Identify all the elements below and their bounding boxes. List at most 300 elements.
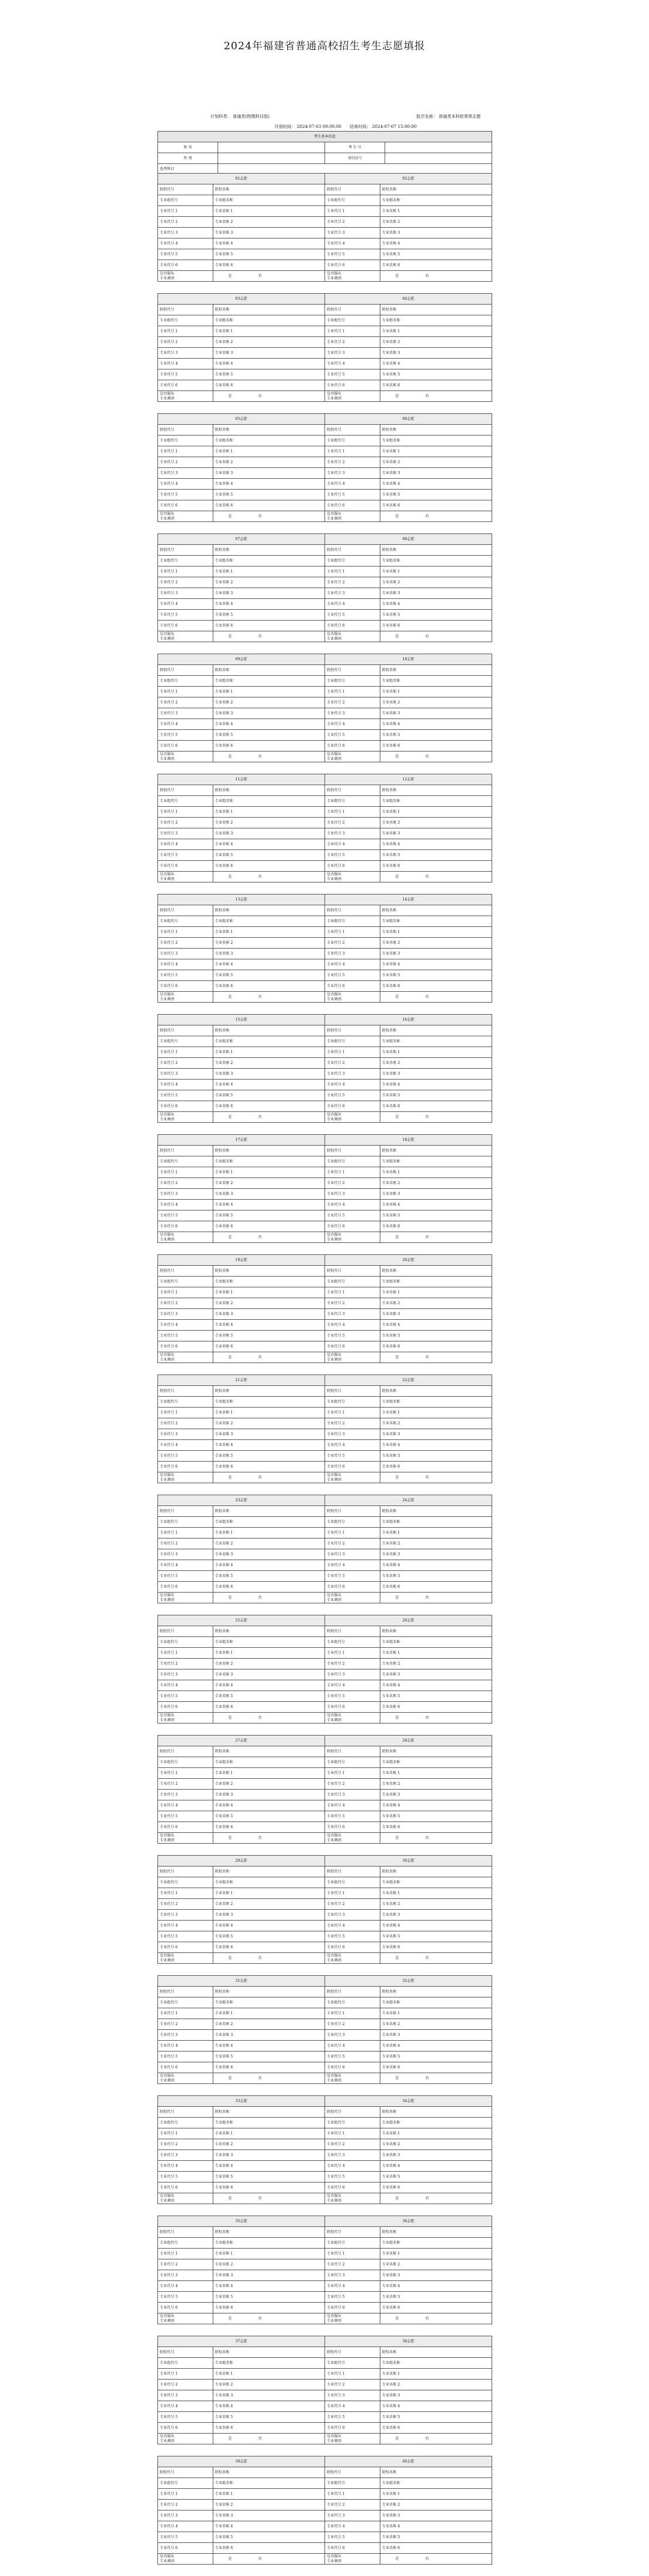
row-name-label[interactable] [380,2347,492,2358]
row-name-label[interactable]: 专业名称 6 [380,741,492,752]
adjust-no[interactable]: 否 [245,271,275,281]
row-name-label[interactable] [213,436,324,446]
row-name-label[interactable] [213,315,324,326]
row-name-label[interactable]: 专业名称 3 [213,828,324,839]
row-name-label[interactable]: 专业名称 3 [380,2150,492,2161]
adjust-yes[interactable]: 是 [215,1472,245,1483]
adjust-no[interactable]: 否 [412,631,442,642]
row-name-label[interactable]: 专业名称 3 [213,228,324,238]
row-name-label[interactable]: 专业名称 6 [380,1462,492,1472]
row-name-label[interactable]: 专业名称 6 [380,380,492,391]
row-name-label[interactable]: 专业名称 1 [380,2369,492,2380]
row-name-label[interactable] [380,195,492,206]
row-name-label[interactable] [380,796,492,807]
adjust-no[interactable]: 否 [412,2434,442,2444]
row-name-label[interactable]: 专业名称 5 [213,1931,324,1942]
adjust-yes[interactable]: 是 [215,2434,245,2444]
row-name-label[interactable]: 专业名称 5 [380,1811,492,1822]
row-name-label[interactable]: 专业名称 3 [213,588,324,599]
row-name-label[interactable]: 专业名称 3 [380,1429,492,1440]
row-name-label[interactable] [380,1877,492,1888]
adjust-yes[interactable]: 是 [382,2313,412,2324]
row-name-label[interactable] [380,1397,492,1408]
row-name-label[interactable]: 专业名称 1 [213,2008,324,2019]
row-name-label[interactable]: 专业名称 6 [213,981,324,992]
adjust-yes[interactable]: 是 [215,1713,245,1723]
row-name-label[interactable] [380,1997,492,2008]
row-name-label[interactable]: 专业名称 2 [213,217,324,228]
row-name-label[interactable]: 专业名称 1 [380,446,492,457]
row-name-label[interactable] [213,425,324,436]
row-name-label[interactable]: 专业名称 1 [380,1287,492,1298]
row-name-label[interactable]: 专业名称 6 [213,741,324,752]
row-name-label[interactable]: 专业名称 2 [380,337,492,348]
row-name-label[interactable]: 专业名称 5 [380,1211,492,1221]
row-name-label[interactable] [380,1386,492,1397]
row-name-label[interactable]: 专业名称 3 [213,2390,324,2401]
row-name-label[interactable]: 专业名称 6 [380,2183,492,2193]
adjust-no[interactable]: 否 [245,2193,275,2204]
adjust-no[interactable]: 否 [245,2434,275,2444]
row-name-label[interactable]: 专业名称 3 [380,2270,492,2281]
row-name-label[interactable] [213,2347,324,2358]
row-name-label[interactable]: 专业名称 6 [213,1942,324,1953]
row-name-label[interactable] [213,545,324,556]
adjust-no[interactable]: 否 [412,1352,442,1362]
adjust-no[interactable]: 否 [412,1713,442,1723]
row-name-label[interactable] [380,665,492,676]
adjust-yes[interactable]: 是 [215,1593,245,1603]
adjust-yes[interactable]: 是 [382,391,412,401]
row-name-label[interactable]: 专业名称 3 [213,1910,324,1921]
row-name-label[interactable]: 专业名称 5 [380,1451,492,1462]
row-name-label[interactable]: 专业名称 6 [213,260,324,271]
row-name-label[interactable]: 专业名称 6 [213,1702,324,1713]
row-name-label[interactable] [213,1867,324,1877]
exam-no-value[interactable] [385,142,492,153]
row-name-label[interactable]: 专业名称 4 [380,359,492,369]
adjust-no[interactable]: 否 [245,631,275,642]
row-name-label[interactable]: 专业名称 6 [213,2183,324,2193]
row-name-label[interactable]: 专业名称 6 [380,2423,492,2434]
row-name-label[interactable]: 专业名称 3 [213,1309,324,1320]
row-name-label[interactable] [380,1506,492,1517]
row-name-label[interactable]: 专业名称 4 [213,2161,324,2172]
row-name-label[interactable]: 专业名称 3 [213,1790,324,1800]
row-name-label[interactable] [380,436,492,446]
row-name-label[interactable]: 专业名称 5 [213,970,324,981]
row-name-label[interactable] [380,425,492,436]
row-name-label[interactable]: 专业名称 1 [213,1287,324,1298]
row-name-label[interactable]: 专业名称 5 [213,1090,324,1101]
row-name-label[interactable]: 专业名称 3 [380,1910,492,1921]
adjust-no[interactable]: 否 [412,1472,442,1483]
row-name-label[interactable]: 专业名称 3 [213,708,324,719]
row-name-label[interactable]: 专业名称 1 [213,1167,324,1178]
row-name-label[interactable]: 专业名称 4 [380,1560,492,1571]
row-name-label[interactable]: 专业名称 2 [213,2500,324,2511]
adjust-no[interactable]: 否 [412,1112,442,1122]
row-name-label[interactable]: 专业名称 4 [213,1560,324,1571]
row-name-label[interactable]: 专业名称 5 [213,1211,324,1221]
row-name-label[interactable]: 专业名称 5 [380,1691,492,1702]
row-name-label[interactable] [380,315,492,326]
row-name-label[interactable]: 专业名称 6 [213,1582,324,1593]
row-name-label[interactable]: 专业名称 4 [213,959,324,970]
row-name-label[interactable] [213,184,324,195]
row-name-label[interactable] [380,2238,492,2249]
row-name-label[interactable] [213,2107,324,2118]
row-name-label[interactable]: 专业名称 3 [213,949,324,959]
row-name-label[interactable]: 专业名称 4 [380,238,492,249]
row-name-label[interactable]: 专业名称 6 [213,2543,324,2554]
row-name-label[interactable] [380,1277,492,1287]
row-name-label[interactable] [213,2467,324,2478]
row-name-label[interactable]: 专业名称 1 [380,1167,492,1178]
row-name-label[interactable]: 专业名称 1 [213,1768,324,1779]
row-name-label[interactable]: 专业名称 3 [380,949,492,959]
row-name-label[interactable]: 专业名称 3 [213,2270,324,2281]
row-name-label[interactable] [380,2227,492,2238]
row-name-label[interactable]: 专业名称 2 [380,818,492,828]
adjust-yes[interactable]: 是 [215,511,245,521]
row-name-label[interactable]: 专业名称 2 [213,2019,324,2030]
row-name-label[interactable]: 专业名称 4 [380,2401,492,2412]
adjust-no[interactable]: 否 [412,2073,442,2083]
row-name-label[interactable]: 专业名称 4 [380,719,492,730]
row-name-label[interactable]: 专业名称 5 [380,2052,492,2062]
row-name-label[interactable]: 专业名称 1 [380,1528,492,1539]
row-name-label[interactable] [213,1266,324,1277]
row-name-label[interactable] [380,1987,492,1997]
row-name-label[interactable]: 专业名称 5 [380,249,492,260]
row-name-label[interactable]: 专业名称 4 [213,2521,324,2532]
row-name-label[interactable]: 专业名称 2 [380,1418,492,1429]
row-name-label[interactable]: 专业名称 5 [380,2412,492,2423]
row-name-label[interactable]: 专业名称 1 [213,1408,324,1418]
adjust-yes[interactable]: 是 [382,1953,412,1963]
row-name-label[interactable] [380,556,492,567]
row-name-label[interactable]: 专业名称 4 [380,599,492,610]
row-name-label[interactable]: 专业名称 1 [380,326,492,337]
adjust-no[interactable]: 否 [412,872,442,882]
row-name-label[interactable] [380,1146,492,1156]
row-name-label[interactable]: 专业名称 3 [213,1669,324,1680]
row-name-label[interactable]: 专业名称 5 [380,730,492,741]
adjust-yes[interactable]: 是 [382,1472,412,1483]
id-value[interactable] [385,153,492,164]
row-name-label[interactable]: 专业名称 4 [213,599,324,610]
adjust-yes[interactable]: 是 [382,1833,412,1843]
row-name-label[interactable]: 专业名称 1 [213,2249,324,2259]
adjust-yes[interactable]: 是 [382,631,412,642]
row-name-label[interactable] [380,1025,492,1036]
row-name-label[interactable]: 专业名称 1 [213,1888,324,1899]
row-name-label[interactable]: 专业名称 4 [213,1200,324,1211]
row-name-label[interactable] [213,195,324,206]
row-name-label[interactable]: 专业名称 5 [213,369,324,380]
row-name-label[interactable]: 专业名称 1 [380,807,492,818]
row-name-label[interactable]: 专业名称 4 [380,1800,492,1811]
row-name-label[interactable]: 专业名称 1 [213,807,324,818]
adjust-yes[interactable]: 是 [382,752,412,762]
row-name-label[interactable]: 专业名称 3 [380,2511,492,2521]
row-name-label[interactable]: 专业名称 5 [213,1451,324,1462]
row-name-label[interactable] [380,1266,492,1277]
row-name-label[interactable]: 专业名称 1 [380,1648,492,1659]
row-name-label[interactable]: 专业名称 1 [380,1768,492,1779]
adjust-yes[interactable]: 是 [215,872,245,882]
row-name-label[interactable]: 专业名称 1 [380,687,492,697]
row-name-label[interactable] [380,2467,492,2478]
row-name-label[interactable]: 专业名称 1 [213,1528,324,1539]
gender-value[interactable] [218,153,325,164]
row-name-label[interactable]: 专业名称 3 [380,1069,492,1080]
row-name-label[interactable] [213,2358,324,2369]
row-name-label[interactable]: 专业名称 2 [213,2139,324,2150]
row-name-label[interactable] [213,796,324,807]
row-name-label[interactable] [380,1746,492,1757]
row-name-label[interactable]: 专业名称 2 [380,2139,492,2150]
row-name-label[interactable]: 专业名称 5 [380,850,492,861]
row-name-label[interactable]: 专业名称 2 [213,1659,324,1669]
row-name-label[interactable] [380,916,492,927]
row-name-label[interactable]: 专业名称 6 [380,260,492,271]
row-name-label[interactable] [213,905,324,916]
row-name-label[interactable]: 专业名称 5 [213,610,324,621]
row-name-label[interactable] [213,556,324,567]
row-name-label[interactable]: 专业名称 5 [213,2412,324,2423]
row-name-label[interactable]: 专业名称 5 [213,2532,324,2543]
row-name-label[interactable]: 专业名称 2 [213,1298,324,1309]
row-name-label[interactable] [213,1746,324,1757]
row-name-label[interactable]: 专业名称 4 [213,2041,324,2052]
row-name-label[interactable]: 专业名称 6 [380,1101,492,1112]
row-name-label[interactable]: 专业名称 5 [213,2172,324,2183]
row-name-label[interactable]: 专业名称 6 [213,1341,324,1352]
row-name-label[interactable]: 专业名称 5 [213,2292,324,2303]
row-name-label[interactable]: 专业名称 6 [380,1822,492,1833]
adjust-no[interactable]: 否 [245,2313,275,2324]
row-name-label[interactable] [213,676,324,687]
row-name-label[interactable]: 专业名称 5 [380,1090,492,1101]
row-name-label[interactable]: 专业名称 4 [380,1680,492,1691]
row-name-label[interactable] [213,1626,324,1637]
row-name-label[interactable]: 专业名称 4 [380,479,492,490]
adjust-no[interactable]: 否 [412,1953,442,1963]
row-name-label[interactable]: 专业名称 5 [213,850,324,861]
adjust-yes[interactable]: 是 [215,2193,245,2204]
row-name-label[interactable]: 专业名称 2 [213,457,324,468]
row-name-label[interactable]: 专业名称 3 [380,1189,492,1200]
adjust-no[interactable]: 否 [412,391,442,401]
row-name-label[interactable]: 专业名称 2 [213,818,324,828]
row-name-label[interactable]: 专业名称 2 [380,1779,492,1790]
row-name-label[interactable]: 专业名称 2 [380,2380,492,2390]
row-name-label[interactable]: 专业名称 3 [213,348,324,359]
row-name-label[interactable] [380,1156,492,1167]
row-name-label[interactable]: 专业名称 1 [380,1047,492,1058]
row-name-label[interactable]: 专业名称 1 [380,2128,492,2139]
row-name-label[interactable]: 专业名称 1 [380,567,492,577]
row-name-label[interactable]: 专业名称 6 [380,981,492,992]
row-name-label[interactable]: 专业名称 1 [380,2008,492,2019]
row-name-label[interactable]: 专业名称 1 [213,927,324,938]
row-name-label[interactable]: 专业名称 4 [213,1320,324,1331]
row-name-label[interactable]: 专业名称 5 [380,2532,492,2543]
row-name-label[interactable]: 专业名称 2 [213,1178,324,1189]
adjust-yes[interactable]: 是 [215,2313,245,2324]
row-name-label[interactable]: 专业名称 2 [213,1418,324,1429]
row-name-label[interactable] [380,545,492,556]
row-name-label[interactable]: 专业名称 2 [213,2259,324,2270]
row-name-label[interactable]: 专业名称 5 [213,249,324,260]
adjust-no[interactable]: 否 [412,271,442,281]
row-name-label[interactable]: 专业名称 3 [213,1069,324,1080]
row-name-label[interactable]: 专业名称 4 [213,359,324,369]
row-name-label[interactable]: 专业名称 2 [213,577,324,588]
adjust-yes[interactable]: 是 [382,2073,412,2083]
row-name-label[interactable]: 专业名称 1 [380,2489,492,2500]
row-name-label[interactable]: 专业名称 3 [380,588,492,599]
row-name-label[interactable] [213,1506,324,1517]
row-name-label[interactable] [213,1757,324,1768]
row-name-label[interactable] [213,665,324,676]
adjust-yes[interactable]: 是 [382,1112,412,1122]
adjust-yes[interactable]: 是 [215,1112,245,1122]
row-name-label[interactable]: 专业名称 6 [213,2303,324,2313]
row-name-label[interactable]: 专业名称 4 [213,839,324,850]
adjust-yes[interactable]: 是 [382,1232,412,1242]
row-name-label[interactable]: 专业名称 4 [380,839,492,850]
row-name-label[interactable]: 专业名称 6 [213,2062,324,2073]
row-name-label[interactable]: 专业名称 6 [213,861,324,872]
adjust-yes[interactable]: 是 [382,511,412,521]
row-name-label[interactable]: 专业名称 3 [380,1790,492,1800]
adjust-no[interactable]: 否 [412,1593,442,1603]
adjust-yes[interactable]: 是 [215,391,245,401]
row-name-label[interactable]: 专业名称 5 [213,2052,324,2062]
row-name-label[interactable]: 专业名称 1 [213,687,324,697]
adjust-yes[interactable]: 是 [215,1953,245,1963]
row-name-label[interactable]: 专业名称 1 [380,1888,492,1899]
row-name-label[interactable]: 专业名称 4 [213,1440,324,1451]
row-name-label[interactable]: 专业名称 1 [213,326,324,337]
row-name-label[interactable]: 专业名称 6 [380,500,492,511]
row-name-label[interactable]: 专业名称 5 [380,970,492,981]
row-name-label[interactable]: 专业名称 2 [213,1539,324,1549]
row-name-label[interactable]: 专业名称 2 [380,1178,492,1189]
row-name-label[interactable]: 专业名称 2 [213,697,324,708]
row-name-label[interactable] [380,1867,492,1877]
adjust-yes[interactable]: 是 [382,1593,412,1603]
row-name-label[interactable]: 专业名称 5 [213,1331,324,1341]
row-name-label[interactable] [213,785,324,796]
row-name-label[interactable]: 专业名称 6 [213,500,324,511]
row-name-label[interactable]: 专业名称 4 [213,2281,324,2292]
row-name-label[interactable]: 专业名称 1 [213,206,324,217]
adjust-no[interactable]: 否 [412,1833,442,1843]
row-name-label[interactable]: 专业名称 4 [380,1440,492,1451]
row-name-label[interactable]: 专业名称 4 [380,2521,492,2532]
adjust-yes[interactable]: 是 [382,2193,412,2204]
row-name-label[interactable]: 专业名称 5 [380,490,492,500]
adjust-yes[interactable]: 是 [215,1232,245,1242]
row-name-label[interactable]: 专业名称 6 [380,2543,492,2554]
row-name-label[interactable]: 专业名称 6 [380,1942,492,1953]
row-name-label[interactable]: 专业名称 3 [380,1549,492,1560]
row-name-label[interactable]: 专业名称 1 [213,1047,324,1058]
row-name-label[interactable]: 专业名称 6 [213,2423,324,2434]
adjust-no[interactable]: 否 [412,511,442,521]
row-name-label[interactable]: 专业名称 5 [213,1691,324,1702]
row-name-label[interactable]: 专业名称 6 [380,2303,492,2313]
row-name-label[interactable] [213,1517,324,1528]
row-name-label[interactable]: 专业名称 1 [213,2369,324,2380]
row-name-label[interactable] [213,305,324,315]
row-name-label[interactable]: 专业名称 6 [213,380,324,391]
adjust-no[interactable]: 否 [245,1112,275,1122]
adjust-no[interactable]: 否 [245,1352,275,1362]
row-name-label[interactable]: 专业名称 3 [380,708,492,719]
adjust-yes[interactable]: 是 [215,752,245,762]
adjust-no[interactable]: 否 [245,1833,275,1843]
row-name-label[interactable] [380,785,492,796]
row-name-label[interactable]: 专业名称 6 [213,1462,324,1472]
adjust-yes[interactable]: 是 [382,872,412,882]
row-name-label[interactable]: 专业名称 1 [380,206,492,217]
row-name-label[interactable] [213,1997,324,2008]
adjust-no[interactable]: 否 [412,2554,442,2564]
adjust-yes[interactable]: 是 [215,992,245,1002]
row-name-label[interactable] [213,1025,324,1036]
row-name-label[interactable] [380,305,492,315]
row-name-label[interactable]: 专业名称 5 [213,490,324,500]
adjust-yes[interactable]: 是 [215,2073,245,2083]
row-name-label[interactable]: 专业名称 4 [213,479,324,490]
row-name-label[interactable] [213,1277,324,1287]
row-name-label[interactable]: 专业名称 2 [213,1779,324,1790]
adjust-yes[interactable]: 是 [382,2554,412,2564]
row-name-label[interactable]: 专业名称 3 [380,2390,492,2401]
adjust-yes[interactable]: 是 [382,271,412,281]
row-name-label[interactable]: 专业名称 1 [213,1648,324,1659]
row-name-label[interactable] [380,2358,492,2369]
row-name-label[interactable]: 专业名称 2 [380,457,492,468]
adjust-no[interactable]: 否 [245,511,275,521]
row-name-label[interactable] [213,1146,324,1156]
row-name-label[interactable]: 专业名称 3 [380,828,492,839]
adjust-no[interactable]: 否 [245,1472,275,1483]
row-name-label[interactable] [213,1156,324,1167]
adjust-no[interactable]: 否 [412,2193,442,2204]
adjust-no[interactable]: 否 [245,1232,275,1242]
row-name-label[interactable]: 专业名称 2 [380,1298,492,1309]
row-name-label[interactable]: 专业名称 5 [380,2172,492,2183]
row-name-label[interactable]: 专业名称 2 [213,938,324,949]
row-name-label[interactable]: 专业名称 2 [213,2380,324,2390]
adjust-no[interactable]: 否 [245,2554,275,2564]
row-name-label[interactable]: 专业名称 4 [213,238,324,249]
row-name-label[interactable]: 专业名称 5 [380,610,492,621]
adjust-no[interactable]: 否 [245,1713,275,1723]
row-name-label[interactable]: 专业名称 3 [213,2030,324,2041]
row-name-label[interactable] [213,2478,324,2489]
adjust-yes[interactable]: 是 [382,1713,412,1723]
row-name-label[interactable]: 专业名称 5 [380,1331,492,1341]
row-name-label[interactable]: 专业名称 3 [380,348,492,359]
row-name-label[interactable]: 专业名称 3 [213,1429,324,1440]
